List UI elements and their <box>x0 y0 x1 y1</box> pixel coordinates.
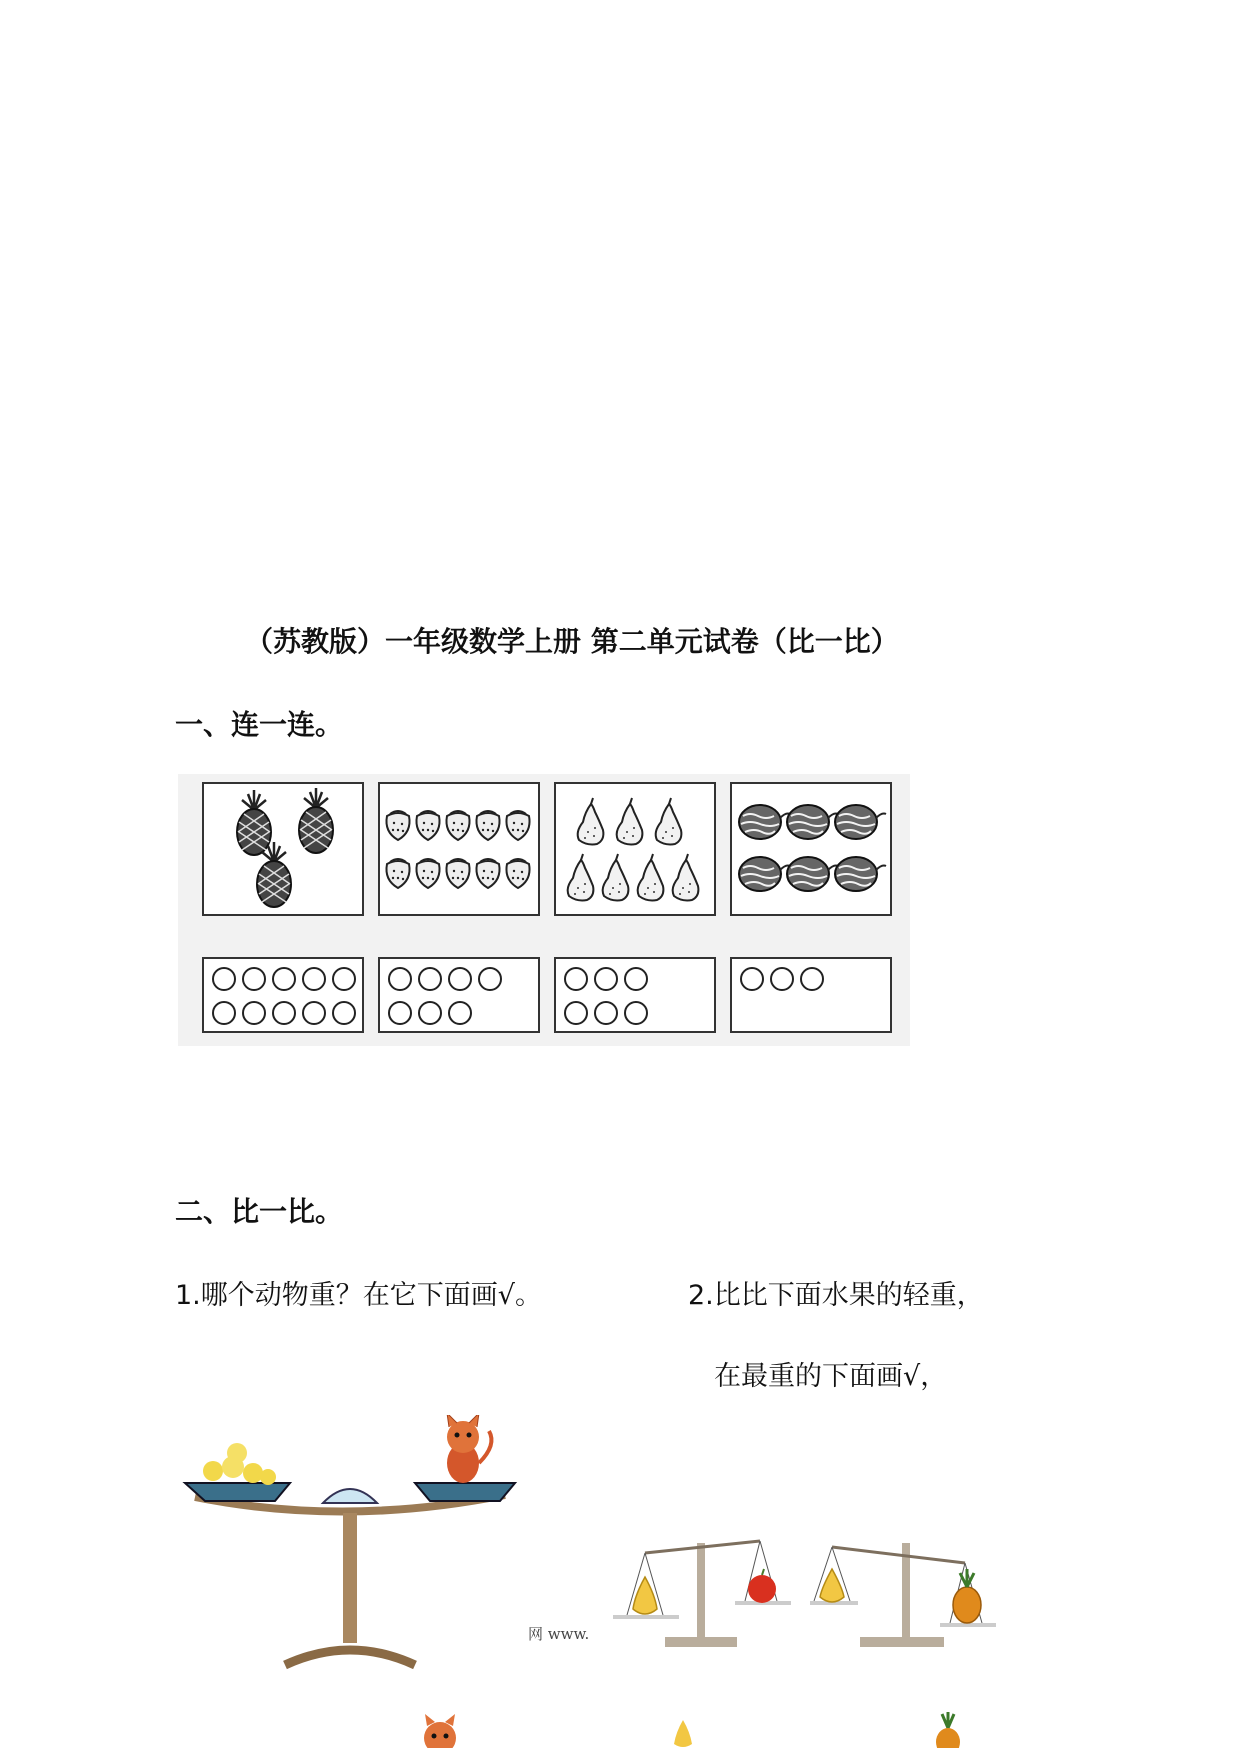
matching-area <box>178 774 910 1046</box>
cat-icon <box>405 1712 475 1748</box>
page-title: （苏教版）一年级数学上册 第二单元试卷（比一比） <box>245 625 899 658</box>
question-2-line1: 2.比比下面水果的轻重， <box>688 1280 984 1311</box>
pear-icon <box>668 1718 698 1748</box>
balance-scale-cat-lemons <box>175 1415 525 1685</box>
strawberry-box <box>378 782 540 916</box>
section2-heading: 二、比一比。 <box>175 1195 344 1228</box>
balance-scale-pear-pineapple <box>810 1525 1010 1660</box>
pineapple-icon <box>204 784 362 914</box>
circles-box-7 <box>378 957 540 1033</box>
watermelon-box <box>730 782 892 916</box>
strawberry-icon <box>380 784 538 914</box>
circles-box-10 <box>202 957 364 1033</box>
circles-box-6 <box>554 957 716 1033</box>
pear-icon <box>556 784 714 914</box>
section1-heading: 一、连一连。 <box>175 708 344 741</box>
pineapple-box <box>202 782 364 916</box>
watermelon-icon <box>732 784 890 914</box>
question-2-line2: 在最重的下面画√， <box>714 1361 948 1392</box>
circles-box-3 <box>730 957 892 1033</box>
pear-box <box>554 782 716 916</box>
watermark: 网 www. <box>528 1625 590 1643</box>
question-1: 1.哪个动物重？在它下面画√。 <box>175 1280 542 1311</box>
pineapple-icon <box>930 1712 966 1748</box>
balance-scale-pear-apple <box>605 1525 805 1660</box>
